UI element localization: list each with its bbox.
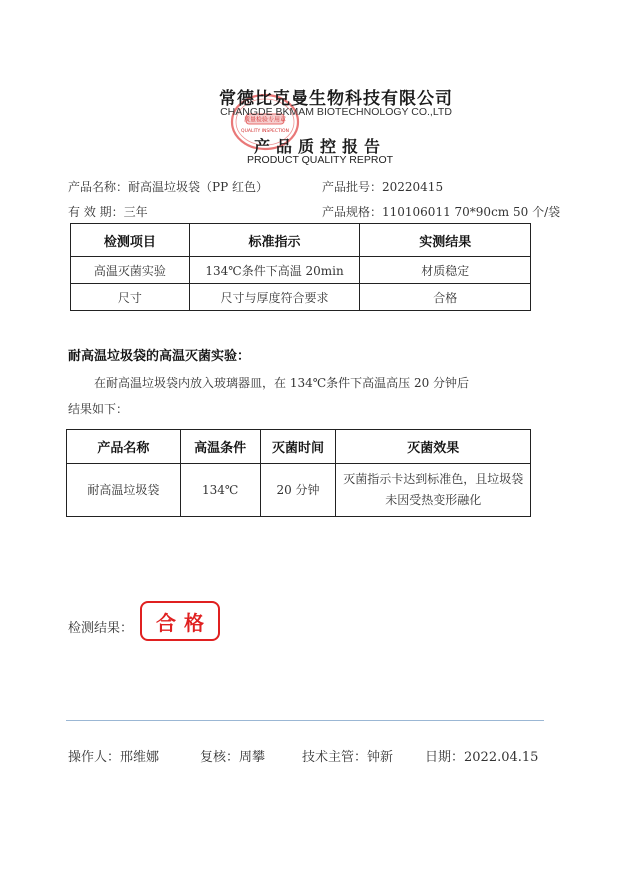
experiment-description: 在耐高温垃圾袋内放入玻璃器皿，在 134℃条件下高温高压 20 分钟后 xyxy=(94,376,470,390)
col-header-standard: 标准指示 xyxy=(189,224,360,257)
svg-text:质量检验专用章: 质量检验专用章 xyxy=(243,116,287,124)
effect-line-1: 灭菌指示卡达到标准色，且垃圾袋 xyxy=(343,472,524,486)
test-results-table xyxy=(70,223,531,311)
operator: 操作人：邢维娜 xyxy=(68,750,160,765)
table-cell: 尺寸与厚度符合要求 xyxy=(189,284,360,311)
experiment-results-intro: 结果如下： xyxy=(68,402,129,416)
col-header-effect: 灭菌效果 xyxy=(336,430,531,464)
result-label: 检测结果： xyxy=(68,621,134,636)
col-header-temperature: 高温条件 xyxy=(180,430,260,464)
reviewer: 复核：周攀 xyxy=(200,750,266,765)
sterilization-table xyxy=(66,429,531,517)
table-cell: 高温灭菌实验 xyxy=(71,257,190,284)
footer-divider xyxy=(66,720,544,721)
company-name-en: CHANGDE BKMAM BIOTECHNOLOGY CO.,LTD xyxy=(220,106,452,118)
product-name: 产品名称：耐高温垃圾袋（PP 红色） xyxy=(68,180,268,194)
svg-text:QUALITY INSPECTION: QUALITY INSPECTION xyxy=(241,129,289,134)
report-title-cn: 产品质控报告 xyxy=(253,137,386,156)
experiment-title: 耐高温垃圾袋的高温灭菌实验： xyxy=(68,349,251,364)
col-header-test-item: 检测项目 xyxy=(71,224,190,257)
effect-line-2: 未因受热变形融化 xyxy=(385,493,482,507)
table-header-row xyxy=(67,430,531,464)
batch-number: 产品批号：20220415 xyxy=(322,180,444,194)
table-cell: 20 分钟 xyxy=(260,464,336,517)
table-cell: 耐高温垃圾袋 xyxy=(67,464,181,517)
date: 日期：2022.04.15 xyxy=(425,750,539,765)
table-header-row xyxy=(71,224,531,257)
table-cell: 134℃条件下高温 20min xyxy=(189,257,360,284)
company-name-cn: 常德比克曼生物科技有限公司 xyxy=(219,89,453,109)
table-cell xyxy=(336,464,531,517)
supervisor: 技术主管：钟新 xyxy=(302,750,394,765)
table-cell: 134℃ xyxy=(180,464,260,517)
pass-stamp-text: 合格 xyxy=(156,610,212,635)
table-row xyxy=(71,257,531,284)
validity: 有 效 期：三年 xyxy=(68,205,148,219)
pass-stamp xyxy=(140,601,220,641)
table-row xyxy=(71,284,531,311)
table-cell: 尺寸 xyxy=(71,284,190,311)
table-row xyxy=(67,464,531,517)
table-cell: 材质稳定 xyxy=(360,257,531,284)
col-header-time: 灭菌时间 xyxy=(260,430,336,464)
report-title-en: PRODUCT QUALITY REPROT xyxy=(246,154,394,166)
table-cell: 合格 xyxy=(360,284,531,311)
product-spec: 产品规格：110106011 70*90cm 50 个/袋 xyxy=(322,205,561,219)
col-header-actual-result: 实测结果 xyxy=(360,224,531,257)
col-header-product-name: 产品名称 xyxy=(67,430,181,464)
